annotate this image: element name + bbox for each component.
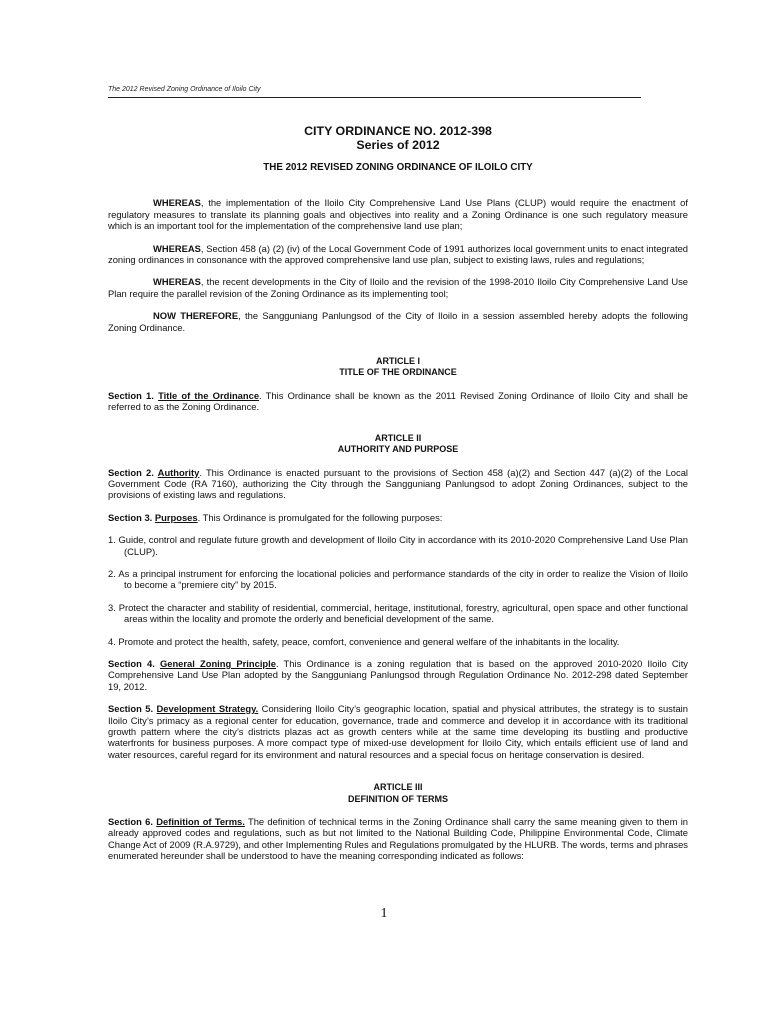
section-5-number: Section 5. — [108, 703, 157, 715]
now-therefore-text: , the Sangguniang Panlungsod of the City of Iloilo in a session assembled hereby adopts the following Zoning Ordinance. — [108, 310, 688, 333]
whereas-lead: WHEREAS — [153, 276, 201, 288]
section-1-title: Title of the Ordinance — [158, 389, 260, 401]
whereas-text: , the implementation of the Iloilo City Comprehensive Land Use Plans (CLUP) would require the enactment of regulatory measures to translate its planning goals and objectives into reality and a Zoning Ordinance is one such regulatory measure which is an important tool for the implementation of the comprehensive land use plan; — [108, 197, 688, 232]
now-therefore-lead: NOW THEREFORE — [153, 310, 239, 322]
page-number: 1 — [380, 906, 388, 921]
section-6 — [108, 816, 688, 862]
whereas-lead: WHEREAS — [153, 242, 201, 254]
article-3-title: DEFINITION OF TERMS — [348, 793, 448, 804]
now-therefore-paragraph — [108, 310, 688, 333]
purpose-item: 4. Promote and protect the health, safety, peace, comfort, convenience and general welfare of the inhabitants in the locality. — [108, 635, 620, 647]
ordinance-number: CITY ORDINANCE NO. 2012-398 — [304, 124, 492, 138]
purpose-item: 1. Guide, control and regulate future growth and development of Iloilo City in accordance with its 2010-2020 Comprehensive Land Use Plan (CLUP). — [108, 534, 688, 557]
section-3-text: . This Ordinance is promulgated for the following purposes: — [197, 511, 443, 523]
section-3-title: Purposes — [154, 511, 198, 523]
section-1-number: Section 1. — [108, 389, 159, 401]
whereas-text: , Section 458 (a) (2) (iv) of the Local Government Code of 1991 authorizes local government units to enact integrated zoning ordinances in consonance with the approved comprehensive land use plan, subject to existing laws, rules and regulations; — [108, 242, 688, 266]
ordinance-subtitle: THE 2012 REVISED ZONING ORDINANCE OF ILOILO CITY — [263, 162, 533, 173]
whereas-text: , the recent developments in the City of Iloilo and the revision of the 1998-2010 Iloilo City Comprehensive Land Use Plan require the parallel revision of the Zoning Ordinance as its implementing tool; — [108, 276, 688, 299]
section-6-title: Definition of Terms. — [156, 816, 245, 828]
ordinance-series: Series of 2012 — [356, 138, 440, 152]
section-3-number: Section 3. — [108, 511, 155, 523]
section-1 — [108, 390, 688, 413]
section-2-number: Section 2. — [108, 466, 158, 478]
section-5-text: Considering Iloilo City’s geographic location, spatial and physical attributes, the strategy is to sustain Iloilo City’s primacy as a regional center for education, governance, trade and commerce and develop it in accordance with its traditional growth pattern where the city’s districts plazas act as growth centers while at the same time developing its bustling and productive waterfronts for business purposes. A more compact type of mixed-use development for Iloilo City, which entails efficient use of land and water resources, careful regard for its environment and natural resources and a special focus on heritage conservation is desired. — [108, 703, 688, 760]
purpose-item: 2. As a principal instrument for enforcing the locational policies and performance standards of the city in order to realize the Vision of Iloilo to become a “premiere city” by 2015. — [108, 567, 688, 591]
section-6-text: The definition of technical terms in the Zoning Ordinance shall carry the same meaning given to them in already approved codes and regulations, such as but not limited to the National Building Code, Philippine Environmental Code, Climate Change Act of 2009 (R.A.9729), and other Implementing Rules and Regulations promulgated by the HLURB. The words, terms and phrases enumerated hereunder shall be understood to have the meaning corresponding indicated as follows: — [108, 816, 689, 862]
purpose-item: 3. Protect the character and stability of residential, commercial, heritage, institutional, forestry, agricultural, open space and other functional areas within the locality and promote the orderly and beneficial development of the same. — [108, 601, 688, 625]
article-3-number: ARTICLE III — [373, 782, 423, 793]
article-1-number: ARTICLE I — [376, 356, 420, 367]
whereas-paragraph — [108, 276, 688, 299]
article-2-number: ARTICLE II — [374, 432, 422, 443]
section-2-text: . This Ordinance is enacted pursuant to the provisions of Section 458 (a)(2) and Section 447 (a)(2) of the Local Government Code (RA 7160), authorizing the City through the Sangguniang Panlungsod to adopt Zoning Ordinances, subject to the provisions of existing laws and regulations. — [108, 466, 688, 501]
section-2 — [108, 467, 688, 501]
running-header: The 2012 Revised Zoning Ordinance of Iloilo City — [108, 86, 261, 93]
section-6-number: Section 6. — [108, 816, 157, 828]
section-1-text: . This Ordinance shall be known as the 2011 Revised Zoning Ordinance of Iloilo City and shall be referred to as the Zoning Ordinance. — [108, 389, 689, 413]
section-5-title: Development Strategy. — [156, 703, 259, 715]
article-1-title: TITLE OF THE ORDINANCE — [339, 367, 457, 378]
whereas-paragraph — [108, 197, 688, 231]
whereas-lead: WHEREAS — [153, 197, 201, 209]
section-4-title: General Zoning Principle — [159, 657, 276, 669]
document-body — [108, 124, 688, 862]
header-rule — [108, 97, 641, 98]
section-5 — [108, 703, 688, 760]
section-4-number: Section 4. — [108, 657, 160, 669]
section-4 — [108, 658, 688, 692]
article-2-title: AUTHORITY AND PURPOSE — [337, 444, 459, 455]
section-2-title: Authority — [157, 466, 200, 478]
whereas-paragraph — [108, 243, 688, 266]
section-3 — [108, 512, 688, 523]
section-4-text: . This Ordinance is a zoning regulation that is based on the approved 2010-2020 Iloilo City Comprehensive Land Use Plan adopted by the Sangguniang Panlungsod through Regulation Ordinance No. 2012-298 dated September 19, 2012. — [108, 657, 688, 692]
